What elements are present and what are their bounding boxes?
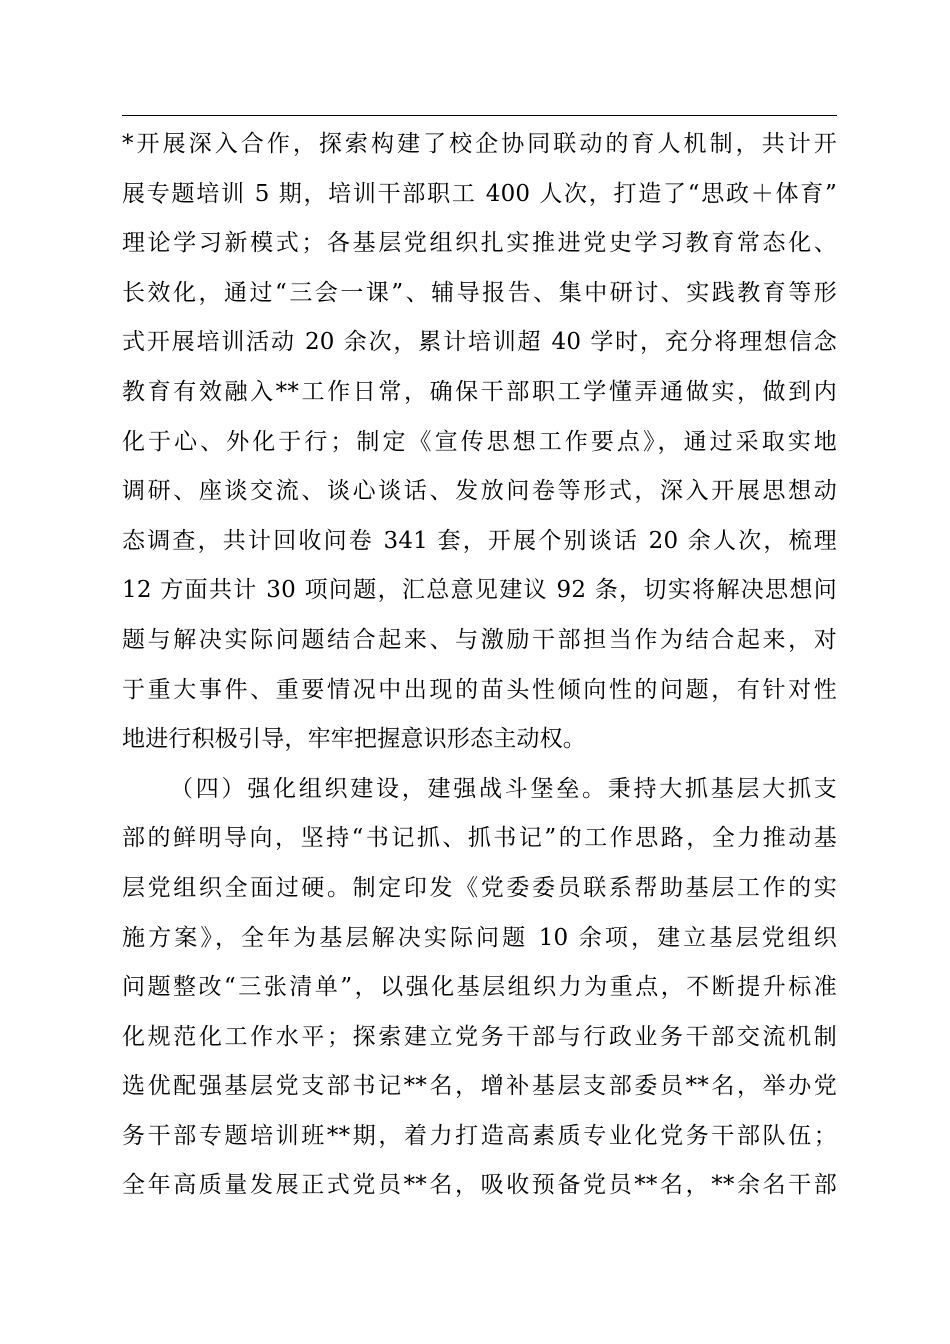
text-line: 调研、座谈交流、谈心谈话、发放问卷等形式，深入开展思想动 — [122, 478, 837, 505]
text-line: （四）强化组织建设，建强战斗堡垒。秉持大抓基层大抓支 — [170, 775, 837, 802]
text-line: 理论学习新模式；各基层党组织扎实推进党史学习教育常态化、 — [122, 230, 837, 257]
text-line: 于重大事件、重要情况中出现的苗头性倾向性的问题，有针对性 — [122, 676, 837, 703]
text-line: 化规范化工作水平；探索建立党务干部与行政业务干部交流机制 — [122, 1023, 837, 1050]
text-line: 长效化，通过“三会一课”、辅导报告、集中研讨、实践教育等形 — [122, 279, 837, 306]
text-line: 教育有效融入**工作日常，确保干部职工学懂弄通做实，做到内 — [122, 378, 837, 405]
paragraph-1 — [122, 120, 837, 765]
text-line: 题与解决实际问题结合起来、与激励干部担当作为结合起来，对 — [122, 626, 837, 653]
text-line: 层党组织全面过硬。制定印发《党委委员联系帮助基层工作的实 — [122, 874, 837, 901]
text-line: 式开展培训活动 20 余次，累计培训超 40 学时，充分将理想信念 — [122, 329, 837, 356]
text-line: 展专题培训 5 期，培训干部职工 400 人次，打造了“思政＋体育” — [122, 180, 837, 207]
text-line: 问题整改“三张清单”，以强化基层组织力为重点，不断提升标准 — [122, 974, 837, 1001]
text-line: 12 方面共计 30 项问题，汇总意见建议 92 条，切实将解决思想问 — [122, 577, 837, 604]
text-line: 地进行积极引导，牢牢把握意识形态主动权。 — [122, 726, 586, 753]
header-rule — [122, 115, 837, 116]
document-body — [122, 120, 837, 1211]
paragraph-2 — [122, 765, 837, 1211]
text-line: 态调查，共计回收问卷 341 套，开展个别谈话 20 余人次，梳理 — [122, 527, 837, 554]
text-line: *开展深入合作，探索构建了校企协同联动的育人机制，共计开 — [122, 131, 837, 157]
text-line: 务干部专题培训班**期，着力打造高素质专业化党务干部队伍； — [122, 1122, 837, 1149]
text-line: 化于心、外化于行；制定《宣传思想工作要点》，通过采取实地 — [122, 428, 837, 455]
text-line: 选优配强基层党支部书记**名，增补基层支部委员**名，举办党 — [122, 1073, 837, 1100]
text-line: 施方案》，全年为基层解决实际问题 10 余项，建立基层党组织 — [122, 924, 837, 951]
text-line: 部的鲜明导向，坚持“书记抓、抓书记”的工作思路，全力推动基 — [122, 825, 837, 852]
text-line: 全年高质量发展正式党员**名，吸收预备党员**名，**余名干部 — [122, 1172, 837, 1199]
